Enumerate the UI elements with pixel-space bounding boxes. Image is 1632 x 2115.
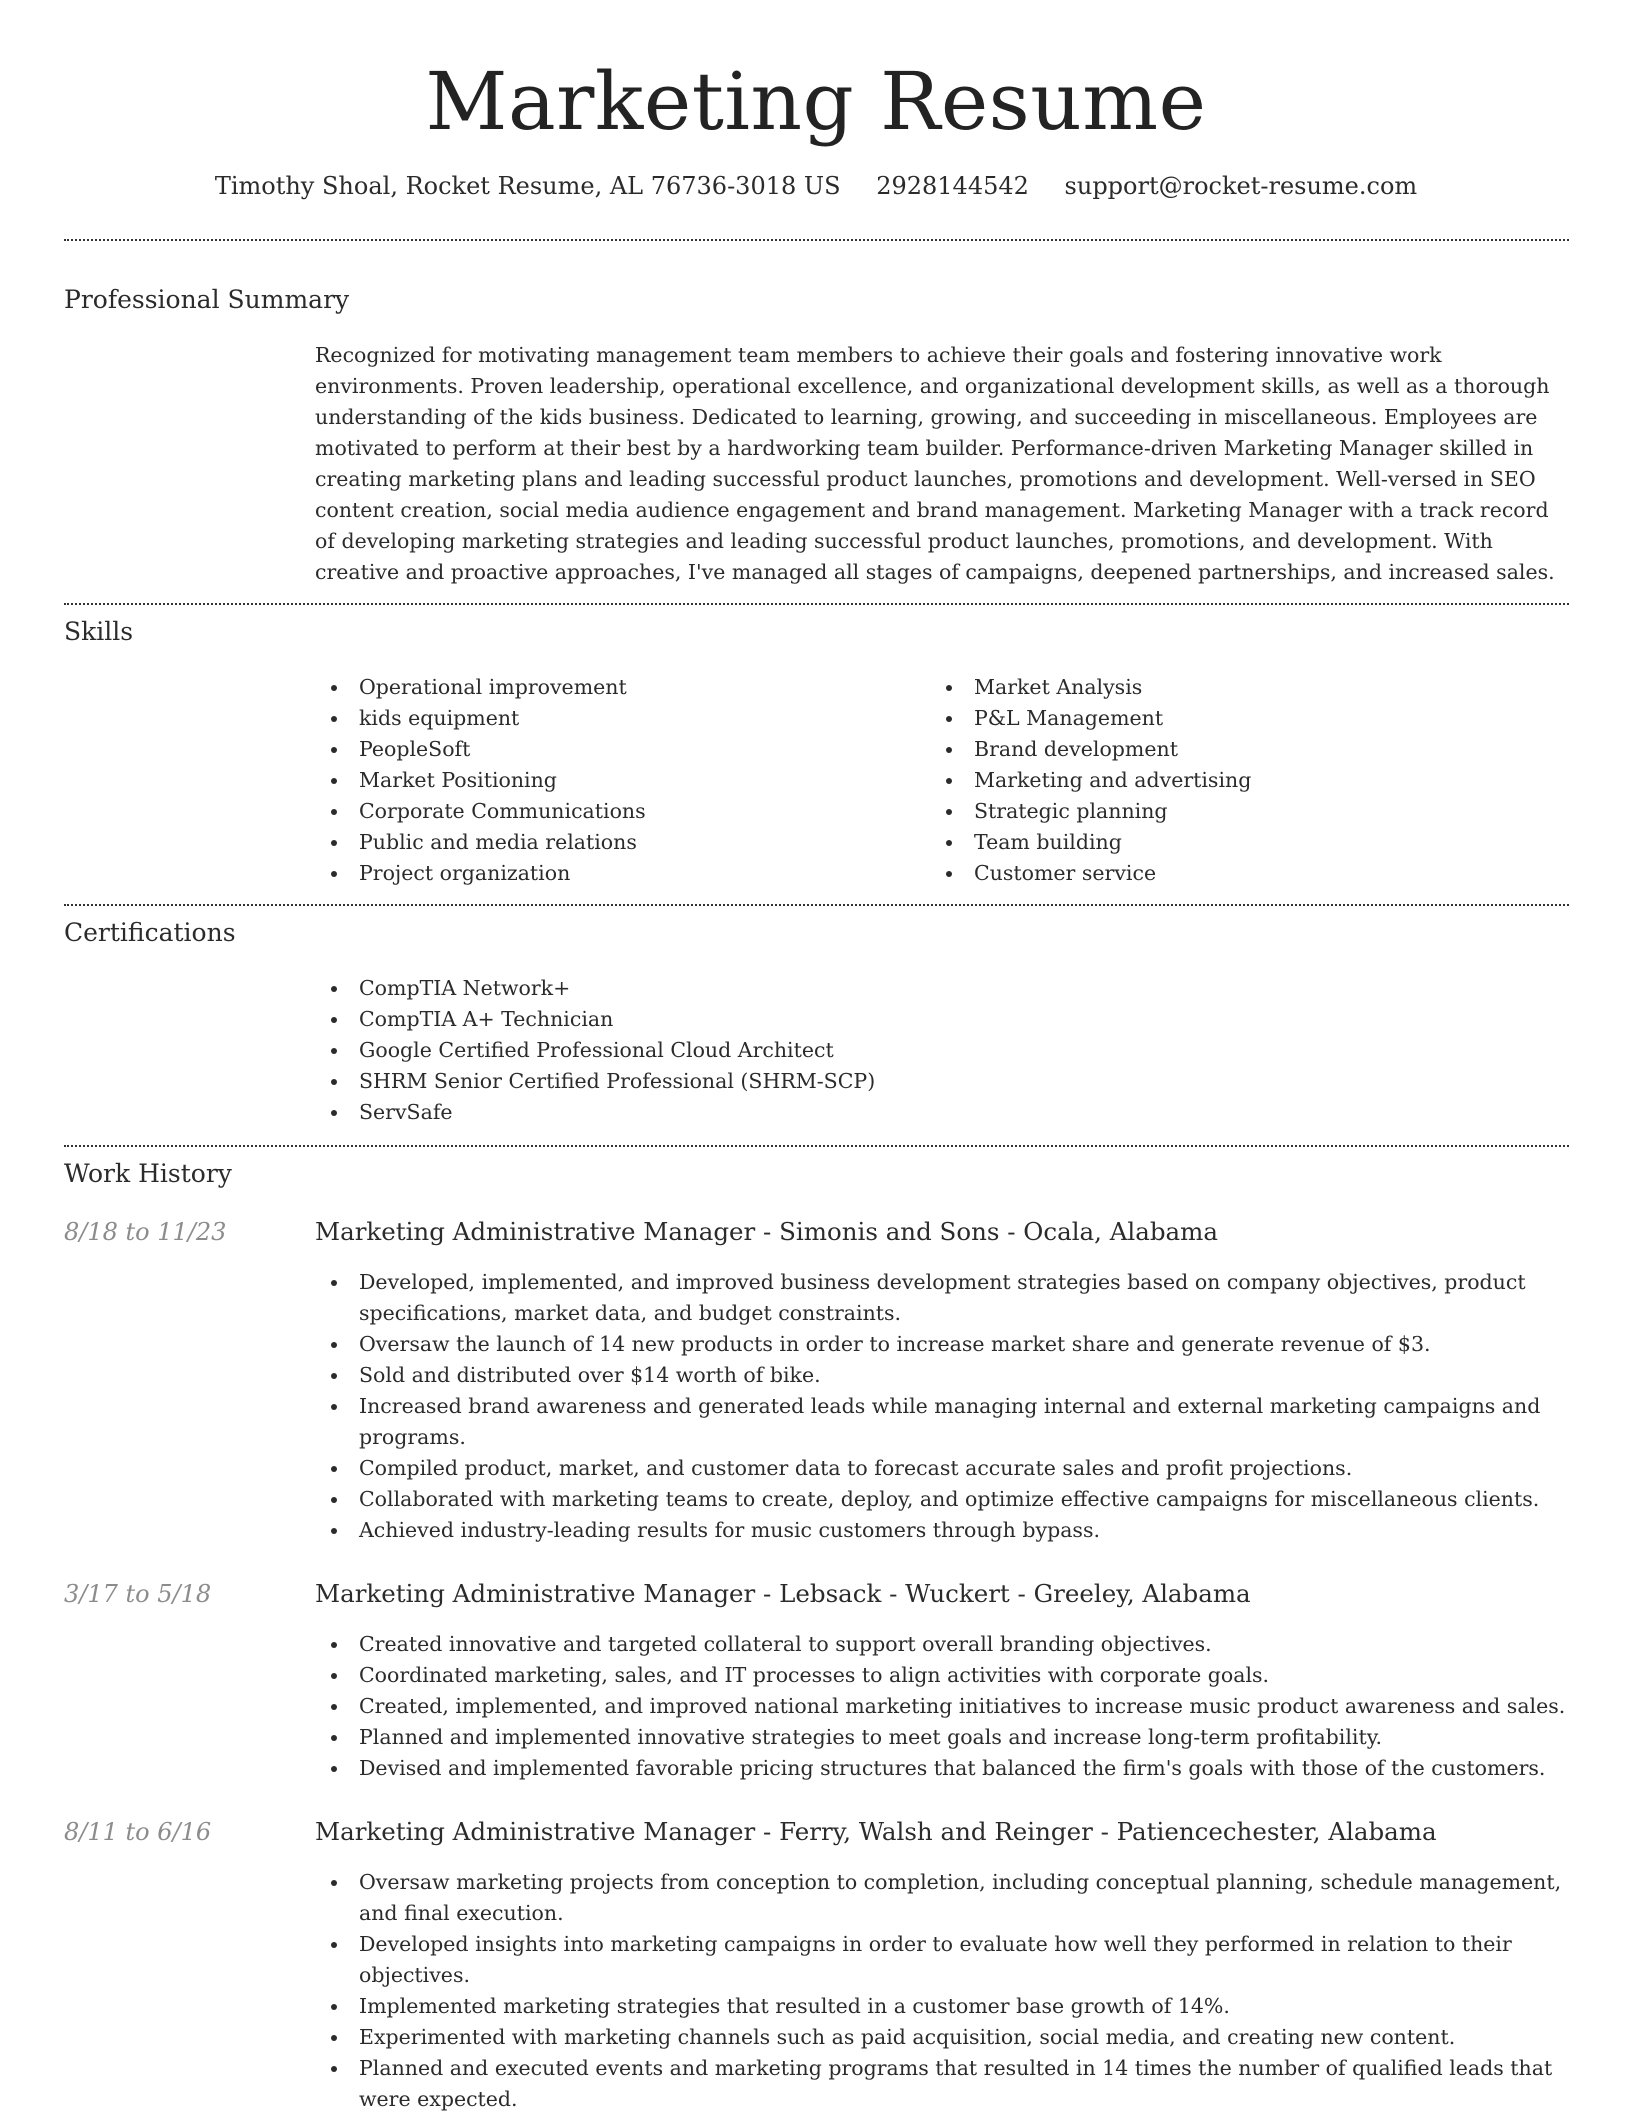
job-bullets bbox=[315, 1267, 1570, 1546]
job-bullet: Developed insights into marketing campaigns in order to evaluate how well they performed in relation to their objectives. bbox=[315, 1929, 1570, 1991]
certification-item: CompTIA A+ Technician bbox=[315, 1004, 1570, 1035]
job-bullets bbox=[315, 1629, 1570, 1784]
job-bullet: Coordinated marketing, sales, and IT processes to align activities with corporate goals. bbox=[315, 1660, 1570, 1691]
skill-item: Market Positioning bbox=[315, 765, 915, 796]
certification-item: SHRM Senior Certified Professional (SHRM-SCP) bbox=[315, 1066, 1570, 1097]
job-bullet: Achieved industry-leading results for music customers through bypass. bbox=[315, 1515, 1570, 1546]
job-bullet: Planned and executed events and marketing programs that resulted in 14 times the number of qualified leads that were expected. bbox=[315, 2053, 1570, 2115]
skill-item: Corporate Communications bbox=[315, 796, 915, 827]
divider bbox=[64, 904, 1569, 906]
job-title: Marketing Administrative Manager - Simonis and Sons - Ocala, Alabama bbox=[315, 1217, 1218, 1246]
job-bullet: Increased brand awareness and generated leads while managing internal and external marketing campaigns and programs. bbox=[315, 1391, 1570, 1453]
contact-phone: 2928144542 bbox=[876, 172, 1029, 200]
divider bbox=[64, 239, 1569, 241]
contact-email: support@rocket-resume.com bbox=[1064, 172, 1418, 200]
summary-heading: Professional Summary bbox=[64, 285, 350, 314]
job-bullet: Created innovative and targeted collateral to support overall branding objectives. bbox=[315, 1629, 1570, 1660]
skills-heading: Skills bbox=[64, 617, 134, 646]
skill-item: Strategic planning bbox=[930, 796, 1530, 827]
skills-column-right bbox=[930, 672, 1530, 889]
job-bullet: Devised and implemented favorable pricing structures that balanced the firm's goals with those of the customers. bbox=[315, 1753, 1570, 1784]
job-bullet: Oversaw marketing projects from conception to completion, including conceptual planning, schedule management, and final execution. bbox=[315, 1867, 1570, 1929]
job-bullets bbox=[315, 1867, 1570, 2115]
skill-item: Market Analysis bbox=[930, 672, 1530, 703]
job-bullet: Developed, implemented, and improved business development strategies based on company objectives, product specifications, market data, and budget constraints. bbox=[315, 1267, 1570, 1329]
resume-title: Marketing Resume bbox=[425, 55, 1207, 148]
certification-item: ServSafe bbox=[315, 1097, 1570, 1128]
skill-item: Brand development bbox=[930, 734, 1530, 765]
job-dates: 8/11 to 6/16 bbox=[64, 1818, 212, 1846]
job-bullet: Sold and distributed over $14 worth of bike. bbox=[315, 1360, 1570, 1391]
job-bullet: Collaborated with marketing teams to create, deploy, and optimize effective campaigns for miscellaneous clients. bbox=[315, 1484, 1570, 1515]
contact-line bbox=[0, 170, 1632, 202]
job-bullet: Created, implemented, and improved national marketing initiatives to increase music product awareness and sales. bbox=[315, 1691, 1570, 1722]
work-history-heading: Work History bbox=[64, 1159, 232, 1188]
skill-item: Operational improvement bbox=[315, 672, 915, 703]
divider bbox=[64, 603, 1569, 605]
certifications-list bbox=[315, 973, 1570, 1128]
contact-address: Timothy Shoal, Rocket Resume, AL 76736-3018 US bbox=[214, 172, 841, 200]
job-bullet: Experimented with marketing channels such as paid acquisition, social media, and creating new content. bbox=[315, 2022, 1570, 2053]
skill-item: kids equipment bbox=[315, 703, 915, 734]
skill-item: Team building bbox=[930, 827, 1530, 858]
certification-item: CompTIA Network+ bbox=[315, 973, 1570, 1004]
certification-item: Google Certified Professional Cloud Architect bbox=[315, 1035, 1570, 1066]
job-dates: 8/18 to 11/23 bbox=[64, 1218, 227, 1246]
divider bbox=[64, 1145, 1569, 1147]
job-title: Marketing Administrative Manager - Ferry, Walsh and Reinger - Patiencechester, Alabama bbox=[315, 1817, 1437, 1846]
skill-item: P&L Management bbox=[930, 703, 1530, 734]
job-bullet: Oversaw the launch of 14 new products in order to increase market share and generate revenue of $3. bbox=[315, 1329, 1570, 1360]
job-title: Marketing Administrative Manager - Lebsack - Wuckert - Greeley, Alabama bbox=[315, 1579, 1251, 1608]
skill-item: Public and media relations bbox=[315, 827, 915, 858]
job-bullet: Compiled product, market, and customer data to forecast accurate sales and profit projections. bbox=[315, 1453, 1570, 1484]
certifications-heading: Certifications bbox=[64, 918, 236, 947]
job-dates: 3/17 to 5/18 bbox=[64, 1580, 212, 1608]
skill-item: Marketing and advertising bbox=[930, 765, 1530, 796]
skills-column-left bbox=[315, 672, 915, 889]
skill-item: Customer service bbox=[930, 858, 1530, 889]
job-bullet: Implemented marketing strategies that resulted in a customer base growth of 14%. bbox=[315, 1991, 1570, 2022]
skill-item: PeopleSoft bbox=[315, 734, 915, 765]
skill-item: Project organization bbox=[315, 858, 915, 889]
summary-text: Recognized for motivating management team members to achieve their goals and fostering innovative work environments. Proven leadership, operational excellence, and organizational development skills, as well as a thorough understanding of the kids business. Dedicated to learning, growing, and succeeding in miscellaneous. Employees are motivated to perform at their best by a hardworking team builder. Performance-driven Marketing Manager skilled in creating marketing plans and leading successful product launches, promotions and development. Well-versed in SEO content creation, social media audience engagement and brand management. Marketing Manager with a track record of developing marketing strategies and leading successful product launches, promotions, and development. With creative and proactive approaches, I've managed all stages of campaigns, deepened partnerships, and increased sales. bbox=[315, 343, 1555, 584]
job-bullet: Planned and implemented innovative strategies to meet goals and increase long-term profitability. bbox=[315, 1722, 1570, 1753]
